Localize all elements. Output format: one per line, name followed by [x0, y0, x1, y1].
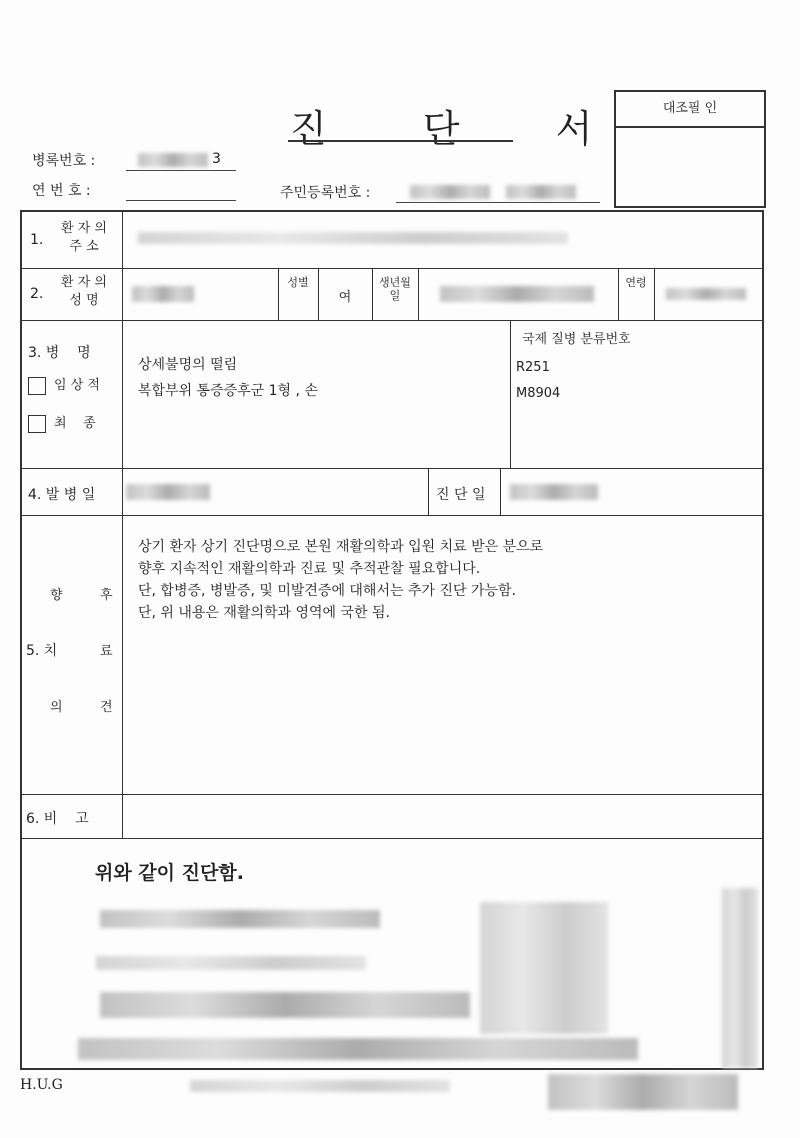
final-checkbox[interactable] — [28, 415, 46, 433]
verification-stamp-box — [614, 90, 766, 208]
chart-no-partial: 3 — [212, 151, 221, 167]
age-label: 연령 — [625, 276, 647, 289]
patient-name-label-a: 환 자 의 — [61, 275, 107, 290]
col-divider — [654, 268, 655, 320]
icd-label: 국제 질병 분류번호 — [522, 332, 631, 347]
opinion-line: 단, 합병증, 병발증, 및 미발견증에 대해서는 추가 진단 가능함. — [138, 583, 516, 599]
disease-name-label: 3. 병 명 — [28, 345, 91, 361]
col-divider — [510, 320, 511, 468]
opinion-line: 상기 환자 상기 진단명으로 본원 재활의학과 입원 치료 받은 분으로 — [138, 539, 544, 555]
row-divider — [22, 838, 762, 839]
final-label: 최 종 — [54, 416, 96, 431]
redacted-resident-no-2 — [506, 185, 576, 199]
label-column-divider — [122, 212, 123, 838]
title-underline — [288, 140, 513, 142]
icd-code-2: M8904 — [516, 386, 561, 401]
diagnosis-1: 상세불명의 떨림 — [138, 357, 238, 373]
final-option[interactable] — [28, 412, 96, 433]
redacted-resident-no-1 — [410, 185, 490, 199]
redacted-hospital-line-2 — [96, 956, 366, 970]
redacted-footer-text — [190, 1080, 450, 1092]
opinion-line: 단, 위 내용은 재활의학과 영역에 국한 됨. — [138, 605, 390, 621]
redacted-dob — [440, 286, 594, 302]
row1-number: 1. — [30, 232, 44, 248]
sex-value: 여 — [338, 290, 352, 305]
footer-code: H.U.G — [20, 1077, 63, 1093]
clinical-checkbox[interactable] — [28, 377, 46, 395]
prognosis-label-2b: 료 — [100, 644, 113, 659]
dob-label: 생년월일 — [379, 276, 411, 302]
redacted-footer-barcode — [548, 1074, 738, 1110]
chart-no-label: 병록번호 : — [32, 153, 96, 169]
diagnosis-statement: 위와 같이 진단함. — [95, 862, 244, 884]
treatment-opinion — [138, 536, 748, 624]
redacted-edge — [722, 888, 758, 1068]
resident-no-field — [396, 182, 600, 203]
redacted-patient-name — [132, 286, 194, 302]
chart-no-field — [126, 150, 236, 171]
prognosis-label-3a: 의 — [50, 700, 63, 715]
row-divider — [22, 794, 762, 795]
redacted-doctor-info — [78, 1038, 638, 1060]
icd-code-1: R251 — [516, 360, 550, 375]
diagnosis-form — [20, 210, 764, 1070]
serial-no-field — [126, 180, 236, 201]
serial-no-label: 연 번 호 : — [32, 183, 91, 199]
col-divider — [372, 268, 373, 320]
remarks-label: 6. 비 고 — [26, 811, 89, 827]
diagnosis-date-label: 진 단 일 — [436, 487, 486, 503]
clinical-label: 임 상 적 — [54, 378, 100, 393]
resident-no-label: 주민등록번호 : — [280, 185, 371, 201]
col-divider — [418, 268, 419, 320]
clinical-option[interactable] — [28, 374, 100, 395]
row-divider — [22, 268, 762, 269]
opinion-line: 향후 지속적인 재활의학과 진료 및 추적관찰 필요합니다. — [138, 561, 481, 577]
patient-address-label-a: 환 자 의 — [61, 221, 107, 236]
row2-number: 2. — [30, 286, 44, 302]
row-divider — [22, 320, 762, 321]
col-divider — [428, 468, 429, 515]
col-divider — [278, 268, 279, 320]
sex-label: 성별 — [287, 276, 309, 289]
patient-address-label — [52, 220, 116, 256]
redacted-onset-date — [126, 484, 210, 500]
patient-name-label-b: 성 명 — [69, 293, 99, 308]
patient-name-label — [52, 274, 116, 310]
diagnosis-2: 복합부위 통증증후군 1형 , 손 — [138, 383, 318, 399]
redacted-hospital-name — [100, 992, 470, 1018]
onset-date-label: 4. 발 병 일 — [28, 487, 96, 503]
prognosis-label-1b: 후 — [100, 588, 113, 603]
col-divider — [500, 468, 501, 515]
redacted-age — [666, 288, 746, 300]
redacted-chart-no — [138, 153, 208, 167]
stamp-box-label: 대조필 인 — [616, 92, 764, 128]
prognosis-label-3b: 견 — [100, 700, 113, 715]
document-title: 진 단 서 — [290, 107, 635, 151]
redacted-hospital-line-1 — [100, 910, 380, 928]
redacted-seal — [480, 902, 608, 1034]
row-divider — [22, 515, 762, 516]
patient-address-label-b: 주 소 — [69, 239, 99, 254]
prognosis-label-1a: 향 — [50, 588, 63, 603]
col-divider — [618, 268, 619, 320]
col-divider — [318, 268, 319, 320]
redacted-diagnosis-date — [510, 484, 598, 500]
row-divider — [22, 468, 762, 469]
redacted-address — [138, 232, 568, 244]
prognosis-label-2a: 5. 치 — [26, 643, 58, 659]
